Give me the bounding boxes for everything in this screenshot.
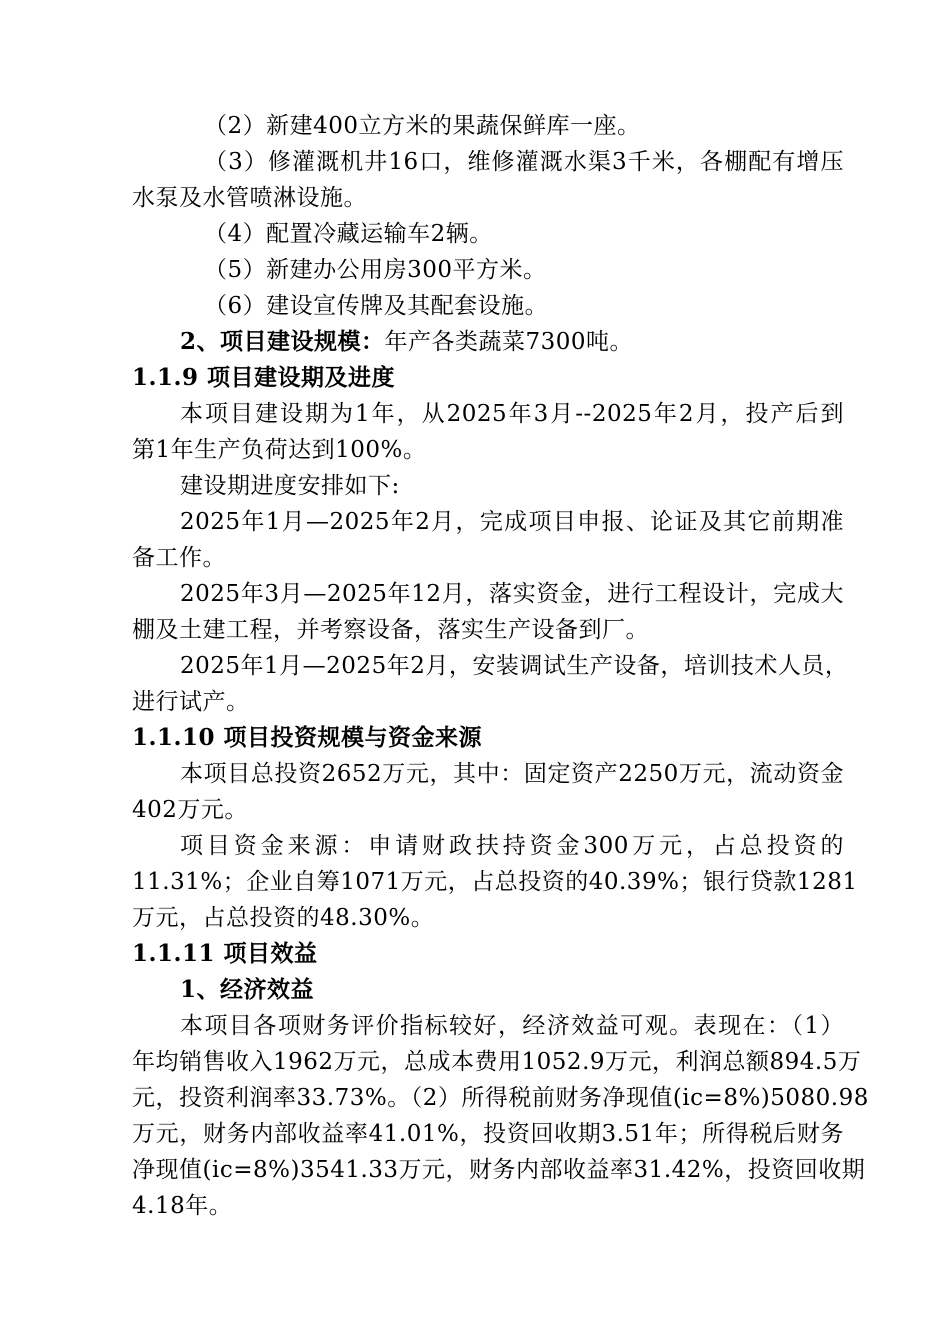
- section-heading: 1.1.9 项目建设期及进度: [132, 364, 396, 391]
- paragraph-line: 建设期进度安排如下:: [180, 473, 400, 499]
- paragraph-line: 本项目总投资2652万元，其中：固定资产2250万元，流动资金: [180, 761, 844, 787]
- section-heading: 1.1.10 项目投资规模与资金来源: [132, 724, 483, 751]
- paragraph-line: （6）建设宣传牌及其配套设施。: [204, 293, 549, 319]
- paragraph-line: 水泵及水管喷淋设施。: [132, 185, 367, 211]
- paragraph-line: 备工作。: [132, 545, 226, 571]
- paragraph-line: 棚及土建工程，并考察设备，落实生产设备到厂。: [132, 617, 649, 643]
- paragraph-line: 净现值(ic=8%)3541.33万元，财务内部收益率31.42%，投资回收期: [132, 1157, 866, 1183]
- paragraph-line: 4.18年。: [132, 1193, 233, 1219]
- paragraph-line: 第1年生产负荷达到100%。: [132, 437, 427, 463]
- paragraph-line: （3）修灌溉机井16口，维修灌溉水渠3千米，各棚配有增压: [204, 149, 844, 175]
- paragraph-line: 年均销售收入1962万元，总成本费用1052.9万元，利润总额894.5万: [132, 1049, 862, 1075]
- paragraph-line: 万元，财务内部收益率41.01%，投资回收期3.51年；所得税后财务: [132, 1121, 844, 1147]
- paragraph-line: 进行试产。: [132, 689, 250, 715]
- paragraph-line: 11.31%；企业自筹1071万元，占总投资的40.39%；银行贷款1281: [132, 869, 858, 895]
- scale-label: 2、项目建设规模：: [180, 328, 385, 355]
- paragraph-line: 项目资金来源：申请财政扶持资金300万元，占总投资的: [180, 833, 844, 859]
- scale-value: 年产各类蔬菜7300吨。: [384, 329, 634, 355]
- paragraph-line: （5）新建办公用房300平方米。: [204, 257, 547, 283]
- paragraph-line: 本项目建设期为1年，从2025年3月--2025年2月，投产后到: [180, 401, 844, 427]
- section-heading: 1.1.11 项目效益: [132, 940, 318, 967]
- paragraph-line: 本项目各项财务评价指标较好，经济效益可观。表现在：（1）: [180, 1013, 844, 1039]
- paragraph-line: （4）配置冷藏运输车2辆。: [204, 221, 493, 247]
- paragraph-line: 元，投资利润率33.73%。（2）所得税前财务净现值(ic=8%)5080.98: [132, 1085, 869, 1111]
- paragraph-line: 2025年1月—2025年2月，安装调试生产设备，培训技术人员，: [180, 653, 849, 679]
- scale-line: [180, 325, 844, 359]
- paragraph-line: 2025年1月—2025年2月，完成项目申报、论证及其它前期准: [180, 509, 844, 535]
- subsection-heading: 1、经济效益: [180, 976, 315, 1003]
- paragraph-line: 402万元。: [132, 797, 248, 823]
- paragraph-line: 万元，占总投资的48.30%。: [132, 905, 435, 931]
- paragraph-line: 2025年3月—2025年12月，落实资金，进行工程设计，完成大: [180, 581, 844, 607]
- paragraph-line: （2）新建400立方米的果蔬保鲜库一座。: [204, 113, 641, 139]
